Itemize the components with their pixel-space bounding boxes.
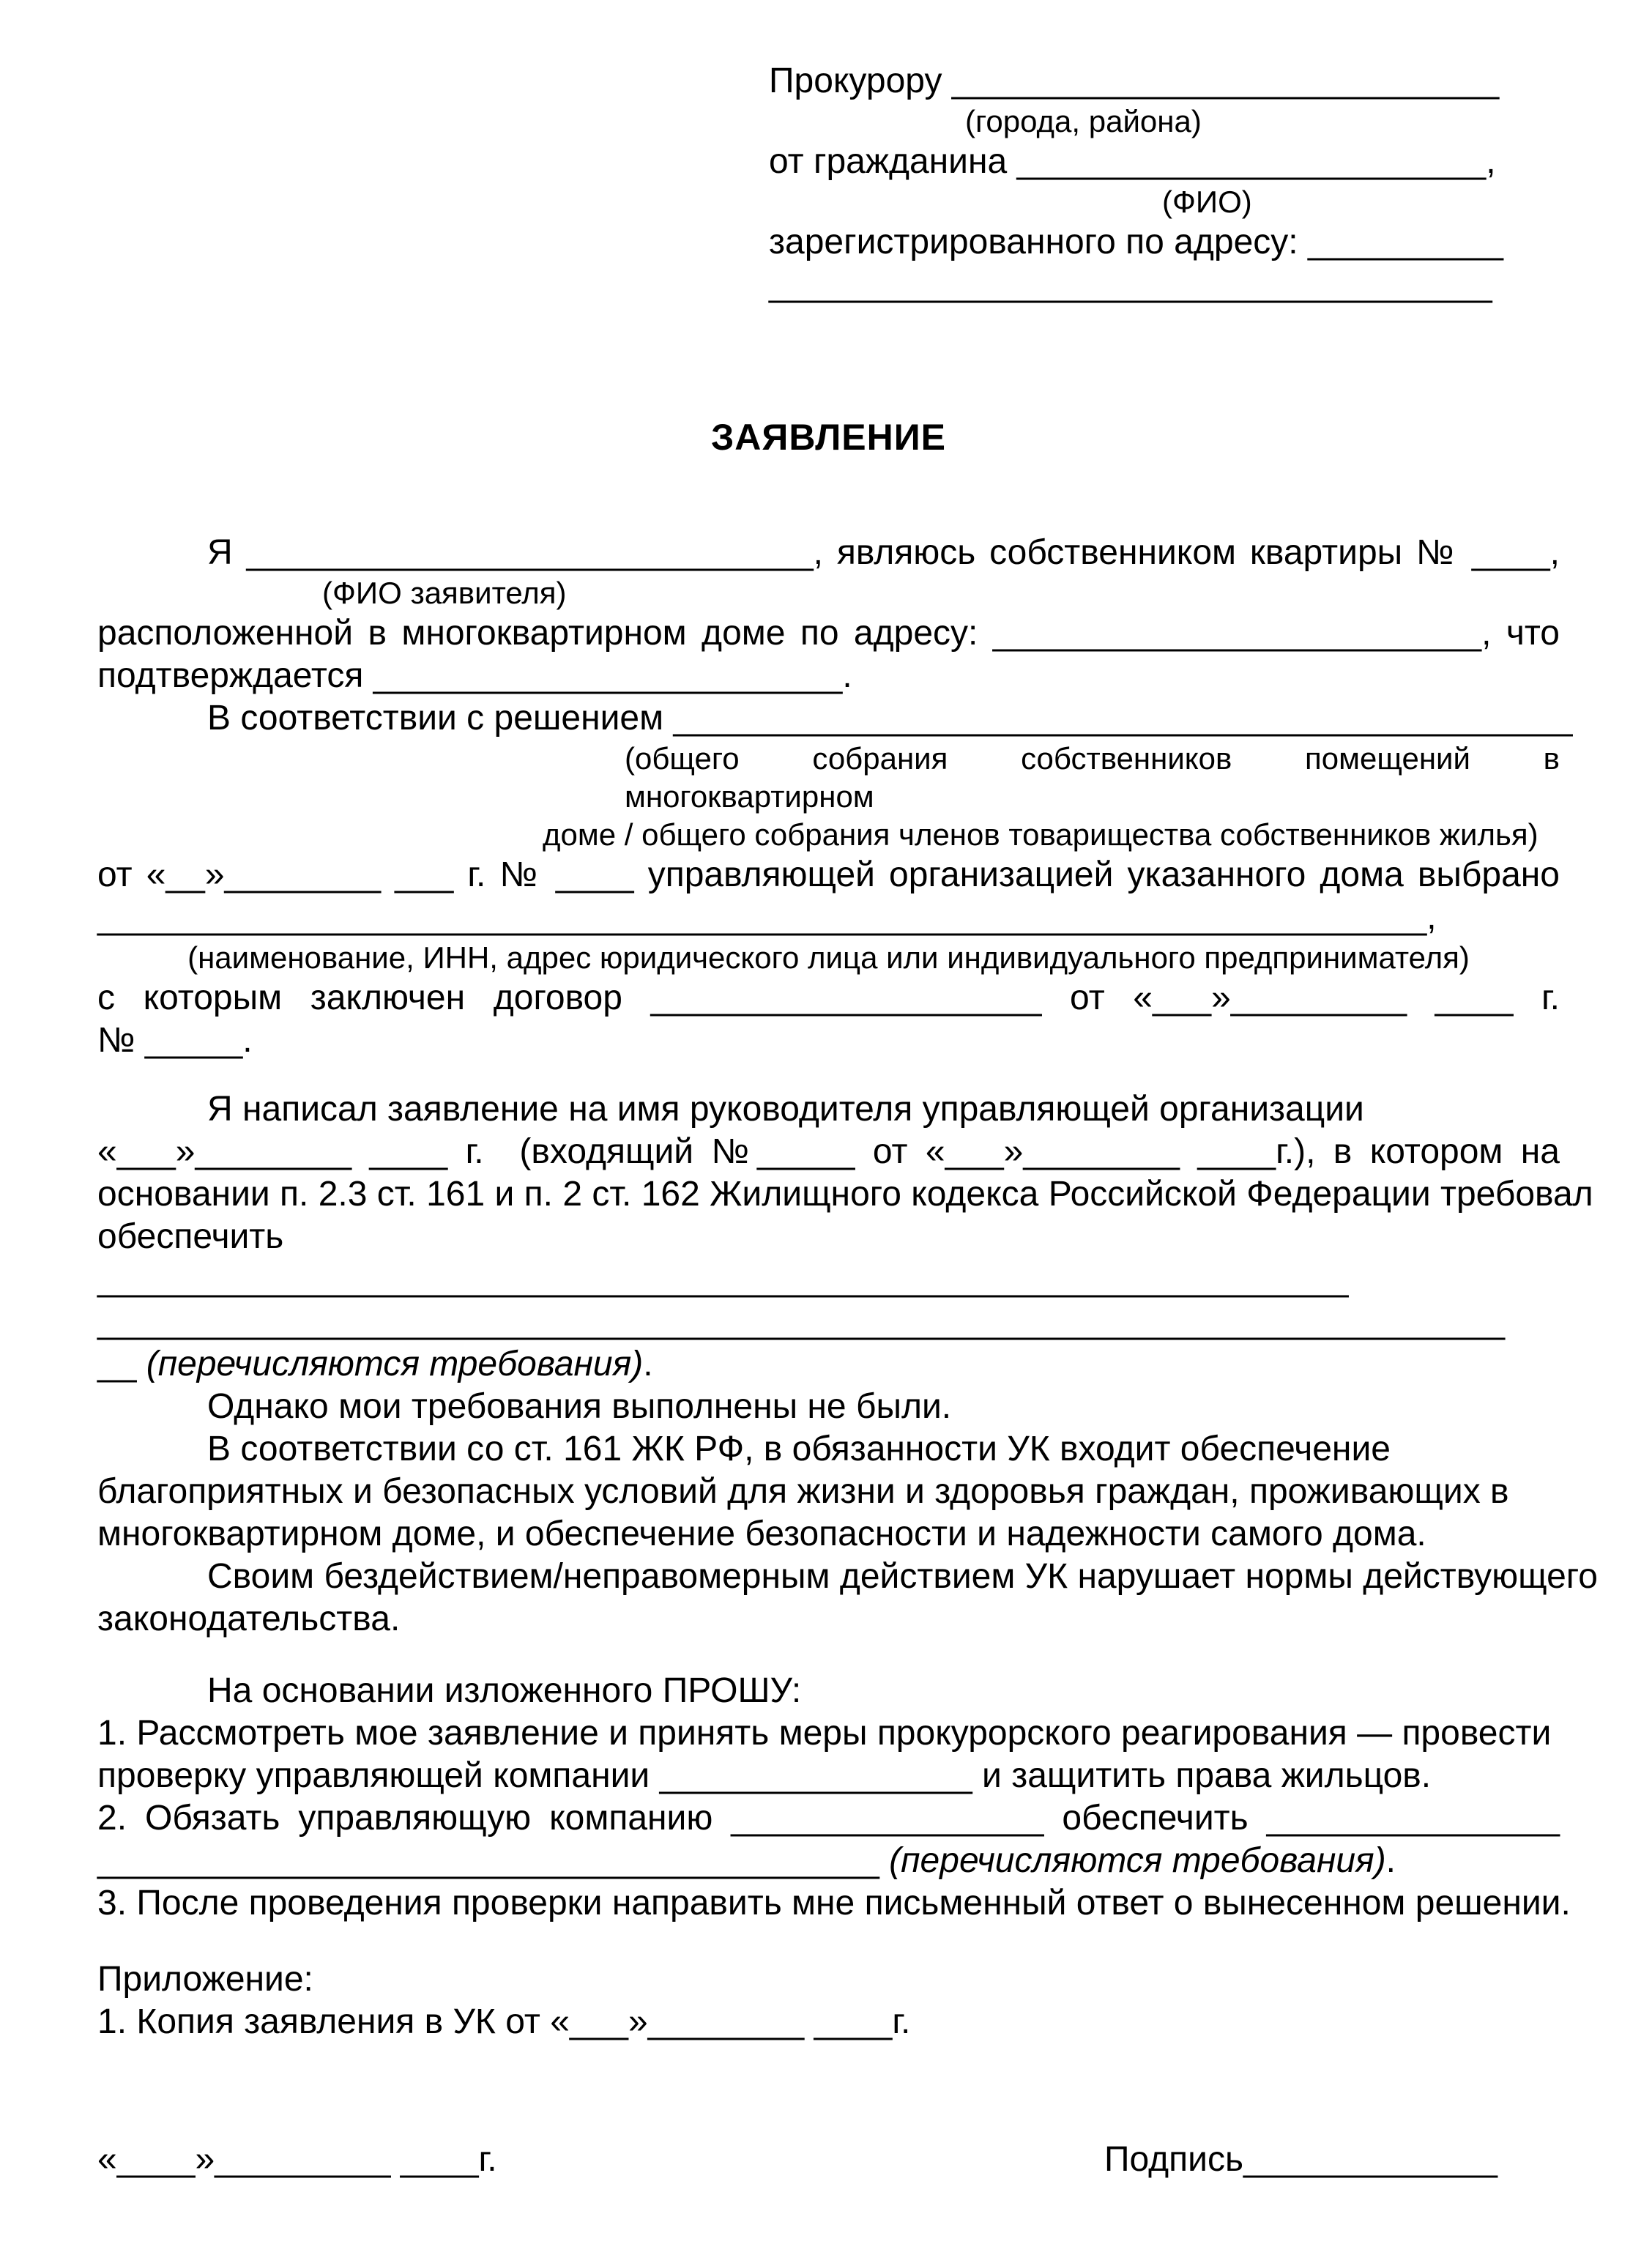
requirements-blank-line-1: ________________________________________________________________ bbox=[97, 1260, 1349, 1299]
legislation-line: законодательства. bbox=[97, 1600, 401, 1638]
request-item-1-line-2: проверку управляющей компании ________________ и защитить права жильцов. bbox=[97, 1756, 1432, 1795]
attachment-item-1: 1. Копия заявления в УК от «___»________ ____г. bbox=[97, 2002, 911, 2041]
city-district-caption: (города, района) bbox=[965, 104, 1202, 138]
attachment-heading: Приложение: bbox=[97, 1960, 313, 1999]
decision-line: В соответствии с решением ______________________________________________ bbox=[207, 699, 1573, 738]
legal-basis-line: основании п. 2.3 ст. 161 и п. 2 ст. 162 Жилищного кодекса Российской Федерации требовал bbox=[97, 1175, 1593, 1214]
request-item-3: 3. После проведения проверки направить мне письменный ответ о вынесенном решении. bbox=[97, 1884, 1571, 1922]
registered-address-line: зарегистрированного по адресу: __________ bbox=[769, 223, 1503, 261]
fio-caption: (ФИО) bbox=[1162, 185, 1252, 219]
paragraph-complaint-history bbox=[97, 1088, 1598, 1641]
paragraph-owner bbox=[97, 532, 1560, 697]
requirements-blank-tail: __ bbox=[97, 1345, 146, 1383]
requirements-listed-period: . bbox=[643, 1345, 653, 1383]
request-item-1-line-1: 1. Рассмотреть мое заявление и принять меры прокурорского реагирования — провести bbox=[97, 1714, 1552, 1753]
application-date-line: «___»________ ____ г. (входящий №_____ от «___»________ ____г.), в котором на bbox=[97, 1132, 1560, 1171]
requirements-listed-italic: (перечисляются требования) bbox=[146, 1345, 644, 1383]
date-blank-line: «____»_________ ____г. bbox=[97, 2140, 497, 2179]
application-written-line: Я написал заявление на имя руководителя управляющей организации bbox=[207, 1090, 1364, 1129]
attachment-section bbox=[97, 1958, 1560, 2043]
meeting-caption-line-1: (общего собрания собственников помещений в многоквартирном bbox=[625, 741, 1560, 814]
demands-not-met-line: Однако мои требования выполнены не были. bbox=[207, 1387, 952, 1426]
addressee-block bbox=[769, 60, 1505, 306]
house-address-line: расположенной в многоквартирном доме по адресу: _________________________, что bbox=[97, 614, 1560, 653]
request-item-2-italic: (перечисляются требования) bbox=[889, 1841, 1386, 1880]
signature-line: Подпись_____________ bbox=[1104, 2140, 1497, 2179]
contract-line: с которым заключен договор ____________________ от «___»_________ ____ г. bbox=[97, 978, 1560, 1017]
request-heading: На основании изложенного ПРОШУ: bbox=[207, 1671, 802, 1710]
safe-conditions-line: благоприятных и безопасных условий для жизни и здоровья граждан, проживающих в bbox=[97, 1472, 1509, 1511]
meeting-caption-line-2: доме / общего собрания членов товарищества собственников жилья) bbox=[543, 817, 1538, 852]
article-161-line: В соответствии со ст. 161 ЖК РФ, в обязанности УК входит обеспечение bbox=[207, 1430, 1391, 1468]
requirements-blank-line-2: ________________________________________________________________________ bbox=[97, 1302, 1506, 1341]
request-item-2-blank: ________________________________________ bbox=[97, 1841, 890, 1880]
requests-section bbox=[97, 1670, 1571, 1925]
confirmation-line: подтверждается ________________________. bbox=[97, 656, 852, 695]
signature-block bbox=[97, 2139, 1560, 2181]
document-title: ЗАЯВЛЕНИЕ bbox=[710, 417, 947, 458]
violation-line: Своим бездействием/неправомерным действием УК нарушает нормы действующего bbox=[207, 1557, 1598, 1596]
requirements-listed-line bbox=[97, 1343, 1560, 1386]
paragraph-management-decision bbox=[97, 697, 1573, 1062]
request-item-2-period: . bbox=[1385, 1841, 1396, 1880]
prosecutor-line: Прокурору ____________________________ bbox=[769, 62, 1500, 100]
address-continuation-line: _____________________________________ bbox=[769, 265, 1492, 304]
citizen-line: от гражданина ________________________, bbox=[769, 142, 1496, 181]
organization-caption: (наименование, ИНН, адрес юридического лица или индивидуального предпринимателя) bbox=[187, 940, 1470, 975]
organization-blank-line: ____________________________________________________________________, bbox=[97, 898, 1437, 937]
request-item-2-line-2 bbox=[97, 1840, 1560, 1882]
applicant-fio-caption: (ФИО заявителя) bbox=[322, 576, 567, 610]
decision-date-line: от «__»________ ___ г. № ____ управляющей организацией указанного дома выбрано bbox=[97, 855, 1560, 894]
request-item-2-line-1: 2. Обязать управляющую компанию ________________ обеспечить _______________ bbox=[97, 1799, 1560, 1838]
contract-number-line: № _____. bbox=[97, 1021, 253, 1060]
ensure-word-line: обеспечить bbox=[97, 1217, 284, 1256]
house-safety-line: многоквартирном доме, и обеспечение безопасности и надежности самого дома. bbox=[97, 1515, 1426, 1553]
owner-statement-line: Я _____________________________, являюсь собственником квартиры № ____, bbox=[207, 533, 1560, 572]
